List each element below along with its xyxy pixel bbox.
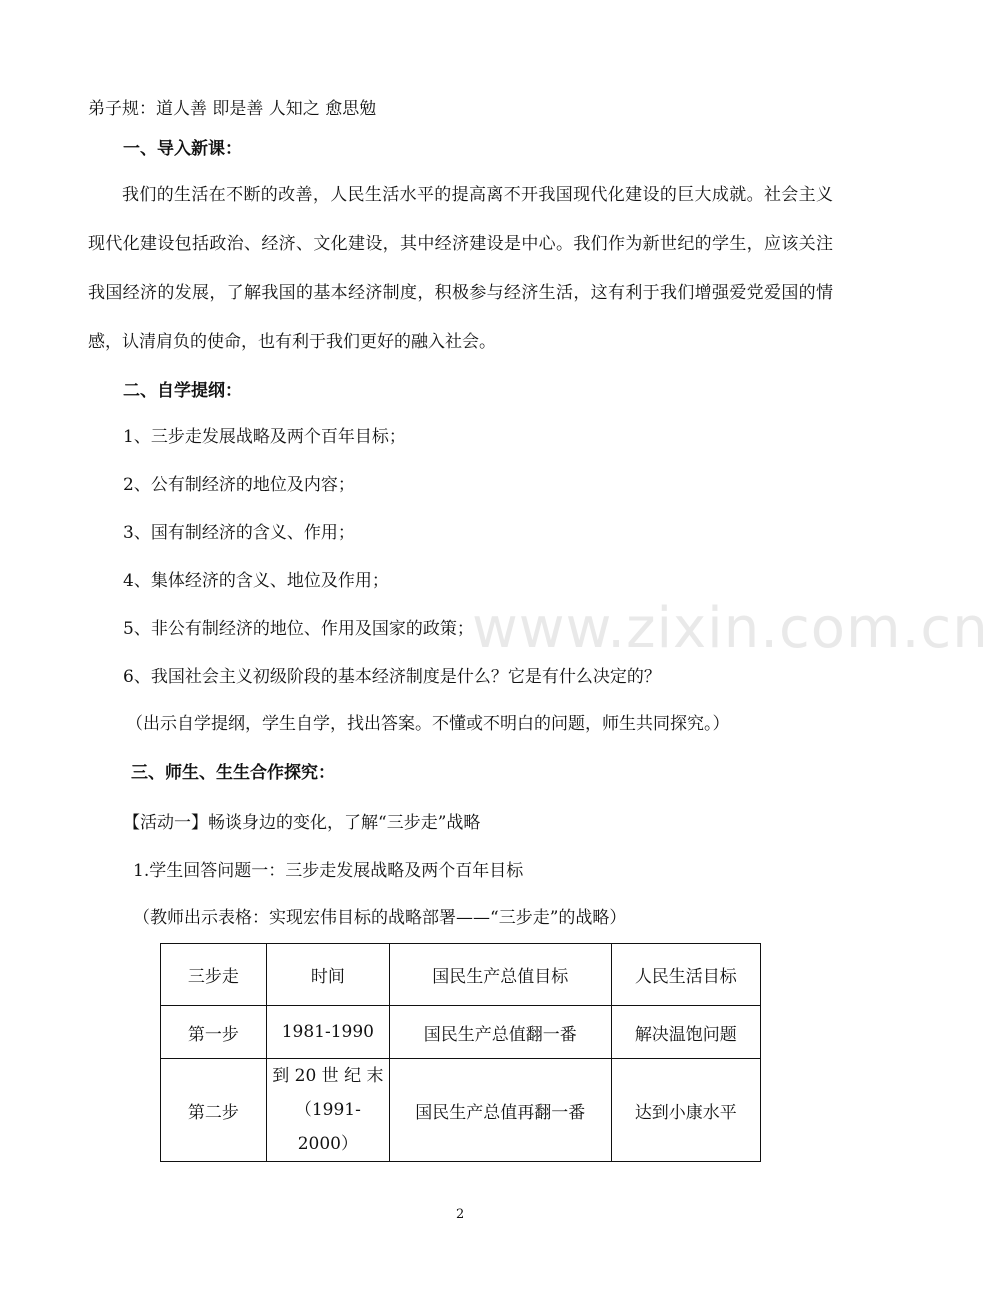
page-number: 2	[456, 1207, 465, 1222]
header-cell: 三步走	[161, 944, 267, 1006]
section1-heading: 一、导入新课：	[123, 139, 242, 159]
table-row	[161, 1059, 761, 1162]
table-cell: 达到小康水平	[611, 1059, 760, 1162]
time-range-years: （1991-2000）	[294, 1100, 361, 1154]
table-cell: 国民生产总值翻一番	[389, 1006, 611, 1059]
outline-item: 3、国有制经济的含义、作用；	[123, 523, 355, 543]
table-caption: （教师出示表格：实现宏伟目标的战略部署——“三步走”的战略）	[133, 908, 627, 928]
outline-note: （出示自学提纲，学生自学，找出答案。不懂或不明白的问题，师生共同探究。）	[126, 714, 730, 734]
watermark: www.zixin.com.cn	[472, 596, 989, 661]
table-cell	[266, 1059, 389, 1162]
table-cell: 第二步	[161, 1059, 267, 1162]
header-line: 弟子规：道人善 即是善 人知之 愈思勉	[88, 99, 377, 119]
header-cell: 人民生活目标	[611, 944, 760, 1006]
outline-item: 5、非公有制经济的地位、作用及国家的政策；	[123, 619, 474, 639]
section2-heading: 二、自学提纲：	[123, 381, 242, 401]
outline-item: 1、三步走发展战略及两个百年目标；	[123, 427, 406, 447]
time-range-label: 到 20 世 纪 末	[272, 1066, 384, 1086]
header-cell: 时间	[266, 944, 389, 1006]
outline-item: 2、公有制经济的地位及内容；	[123, 475, 355, 495]
section3-heading: 三、师生、生生合作探究：	[131, 763, 335, 783]
activity-title: 【活动一】畅谈身边的变化，了解“三步走”战略	[123, 813, 481, 833]
table-cell: 解决温饱问题	[611, 1006, 760, 1059]
intro-paragraph: 我们的生活在不断的改善，人民生活水平的提高离不开我国现代化建设的巨大成就。社会主义现代化建设包括政治、经济、文化建设，其中经济建设是中心。我们作为新世纪的学生，应该关注我国经济的发展，了解我国的基本经济制度，积极参与经济生活，这有利于我们增强爱党爱国的情感，认清肩负的使命，也有利于我们更好的融入社会。	[88, 185, 833, 352]
outline-item: 4、集体经济的含义、地位及作用；	[123, 571, 389, 591]
header-cell: 国民生产总值目标	[389, 944, 611, 1006]
table-cell: 国民生产总值再翻一番	[389, 1059, 611, 1162]
outline-item: 6、我国社会主义初级阶段的基本经济制度是什么？它是有什么决定的？	[123, 667, 661, 687]
question-line: 1.学生回答问题一：三步走发展战略及两个百年目标	[133, 861, 524, 881]
table-row	[161, 1006, 761, 1059]
strategy-table	[160, 943, 761, 1162]
table-cell: 1981-1990	[266, 1006, 389, 1059]
table-cell: 第一步	[161, 1006, 267, 1059]
table-header-row	[161, 944, 761, 1006]
